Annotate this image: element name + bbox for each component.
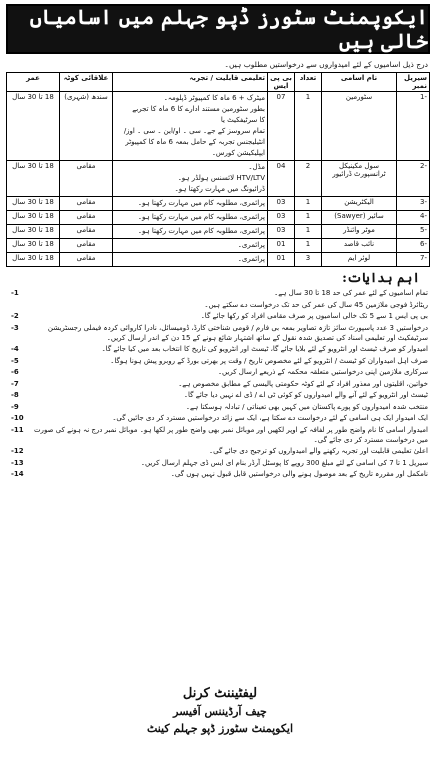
row-qualification <box>113 161 268 197</box>
row-serial: -7 <box>397 253 430 267</box>
qualification-line: HTV/LTV لائسنس ہولڈر ہو۔ <box>177 174 265 182</box>
signatory-rank: لیفٹیننٹ کرنل <box>182 686 258 701</box>
row-age: 18 تا 30 سال <box>7 161 60 197</box>
instruction-text: تمام اسامیوں کے لئے عمر کی حد 18 تا 30 سال ہے۔ <box>274 289 428 297</box>
row-age: 18 تا 30 سال <box>7 253 60 267</box>
qualification-line: ڈرائیونگ میں مہارت رکھتا ہو۔ <box>174 185 265 193</box>
row-domicile: مقامی <box>60 211 113 225</box>
instruction-item <box>8 300 428 310</box>
row-qualification <box>113 225 268 239</box>
instruction-number: -9 <box>11 402 19 411</box>
instruction-number: -12 <box>11 447 24 455</box>
row-post-name: الیکٹریشن <box>322 197 397 211</box>
row-age: 18 تا 30 سال <box>7 225 60 239</box>
row-count: 1 <box>295 92 322 161</box>
row-domicile: مقامی <box>60 239 113 253</box>
instruction-text: صرف اہل امیدواران کو ٹیسٹ / انٹرویو کے لئے مخصوص تاریخ / وقت پر بھرتی بورڈ کے روبرو پیش ہونا ہوگا۔ <box>110 356 428 365</box>
row-qualification <box>113 197 268 211</box>
table-header-row <box>7 73 430 92</box>
instruction-number: -6 <box>11 368 19 376</box>
instruction-item <box>8 379 428 389</box>
row-age: 18 تا 30 سال <box>7 92 60 161</box>
instruction-number: -10 <box>11 414 24 422</box>
row-count: 3 <box>295 253 322 267</box>
signatory-title: چیف آرڈیننس آفیسر <box>173 705 267 718</box>
header-serial: سیریل نمبر <box>397 73 430 92</box>
row-post-name: سائیر (Sawyer) <box>322 211 397 225</box>
row-qualification <box>113 92 268 161</box>
row-count: 1 <box>295 211 322 225</box>
qualification-line: انٹیلیجنس تجربہ کے حامل بمعہ 6 ماہ کا کمپیوٹر <box>125 138 265 146</box>
row-post-name: نائب قاصد <box>322 239 397 253</box>
row-count: 1 <box>295 197 322 211</box>
header-domicile: علاقائی کوٹہ <box>60 73 113 92</box>
row-serial: -4 <box>397 211 430 225</box>
instruction-item <box>8 413 428 423</box>
instruction-number: -2 <box>11 312 19 320</box>
instruction-item <box>8 425 428 445</box>
row-qualification <box>113 211 268 225</box>
intro-text: درج ذیل اسامیوں کے لئے امیدواروں سے درخواستیں مطلوب ہیں۔ <box>224 60 428 69</box>
instruction-item <box>8 390 428 400</box>
instruction-item <box>8 323 428 343</box>
header-count: تعداد <box>295 73 322 92</box>
instruction-text: ریٹائرڈ فوجی ملازمین 45 سال کی عمر کی حد تک درخواست دے سکتے ہیں۔ <box>204 300 428 309</box>
instruction-number: -13 <box>11 458 24 467</box>
instruction-text: ایک امیدوار ایک ہی اسامی کے لئے درخواست دے سکتا ہے، ایک سے زائد درخواستیں مسترد کر دی جائیں گی۔ <box>112 414 428 422</box>
qualification-line: مڈل۔ <box>248 163 265 171</box>
instruction-item <box>8 344 428 354</box>
row-bps: 04 <box>268 161 295 197</box>
row-serial: -5 <box>397 225 430 239</box>
row-count: 2 <box>295 161 322 197</box>
row-bps: 01 <box>268 239 295 253</box>
instruction-text: خواتین، اقلیتوں اور معذور افراد کے لئے کوٹہ حکومتی پالیسی کے مطابق مخصوص ہے۔ <box>178 379 428 388</box>
table-row <box>7 197 430 211</box>
row-count: 1 <box>295 225 322 239</box>
row-bps: 03 <box>268 197 295 211</box>
row-domicile: سندھ (شہری) <box>60 92 113 161</box>
instruction-item <box>8 367 428 377</box>
qualification-line: پرائمری۔ <box>237 255 265 263</box>
row-age: 18 تا 30 سال <box>7 239 60 253</box>
row-serial: -6 <box>397 239 430 253</box>
instruction-number <box>8 300 33 310</box>
row-domicile: مقامی <box>60 253 113 267</box>
row-post-name: لوئر ایم <box>322 253 397 267</box>
instructions-heading: اہم ہدایات: <box>342 271 420 286</box>
header-qualification: تعلیمی قابلیت / تجربہ <box>113 73 268 92</box>
row-domicile: مقامی <box>60 161 113 197</box>
qualification-line: پرائمری، مطلوبہ کام میں مہارت رکھتا ہو۔ <box>137 213 265 221</box>
signature-block <box>120 686 320 735</box>
instruction-number: -14 <box>11 470 24 478</box>
row-post-name: موٹر وائنڈر <box>322 225 397 239</box>
row-age: 18 تا 30 سال <box>7 197 60 211</box>
instruction-number: -5 <box>11 356 19 365</box>
instruction-text: اعلیٰ تعلیمی قابلیت اور تجربہ رکھنے والے امیدواروں کو ترجیح دی جائے گی۔ <box>209 447 428 455</box>
qualification-line: پرائمری۔ <box>237 241 265 249</box>
instructions-list <box>6 288 430 479</box>
row-post-name: سٹورمین <box>322 92 397 161</box>
header-age: عمر <box>7 73 60 92</box>
row-serial: -2 <box>397 161 430 197</box>
row-bps: 03 <box>268 211 295 225</box>
table-row <box>7 161 430 197</box>
instruction-item <box>8 356 428 366</box>
qualification-line: میٹرک + 6 ماہ کا کمپیوٹر ڈپلومہ۔ <box>163 94 265 102</box>
instruction-text: درخواستیں 3 عدد پاسپورٹ سائز تازہ تصاویر بمعہ بی فارم / قومی شناختی کارڈ، ڈومیسائل، نادرا کاروائی کردہ فیملی رجسٹریشن سرٹیفکیٹ اور تعلیمی اسناد کی تصدیق شدہ نقول کے ساتھ اشتہار شائع ہونے کے 15 دن کے اندر ارسال کریں۔ <box>47 323 428 342</box>
table-row <box>7 225 430 239</box>
instruction-text: نامکمل اور مقررہ تاریخ کے بعد موصول ہونے والی درخواستیں قابل قبول نہیں ہوں گی۔ <box>170 470 428 478</box>
qualification-line: بطور سٹورمین مستند ادارے کا 6 ماہ کا تجربے <box>132 105 265 113</box>
qualification-line: پرائمری، مطلوبہ کام میں مہارت رکھتا ہو۔ <box>137 199 265 207</box>
instruction-text: امیدوار اسامی کا نام واضح طور پر لفافہ کے اوپر لکھیں اور موبائل نمبر بھی واضح طور پر لکھا ہو۔ موبائل نمبر درج نہ ہونے کی صورت میں درخواست مسترد کر دی جائے گی۔ <box>33 425 428 444</box>
row-age: 18 تا 30 سال <box>7 211 60 225</box>
instruction-item <box>8 469 428 479</box>
instruction-text: منتخب شدہ امیدواروں کو پورے پاکستان میں کہیں بھی تعیناتی / تبادلہ ہوسکتا ہے۔ <box>185 402 428 411</box>
table-row <box>7 92 430 161</box>
qualification-line: کا سرٹیفکیٹ یا <box>220 116 265 124</box>
vacancies-table <box>6 72 430 267</box>
row-qualification <box>113 253 268 267</box>
instruction-text: سرکاری ملازمین اپنی درخواستیں متعلقہ محکمہ کے ذریعے ارسال کریں۔ <box>217 368 428 376</box>
instruction-number: -8 <box>11 391 19 399</box>
row-domicile: مقامی <box>60 197 113 211</box>
instruction-number: -7 <box>11 379 19 388</box>
qualification-line: ایپلیکیشن کورس۔ <box>211 149 265 157</box>
header-post-name: نام اسامی <box>322 73 397 92</box>
instruction-item <box>8 311 428 321</box>
instruction-item <box>8 288 428 298</box>
row-post-name: سول مکینیکل ٹرانسپورٹ ڈرائیور <box>322 161 397 197</box>
instruction-text: امیدوار کو صرف ٹیسٹ اور انٹرویو کے لئے بلایا جائے گا، ٹیسٹ اور انٹرویو کی تاریخ کا انتخاب بعد میں کیا جائے گا۔ <box>101 345 428 353</box>
qualification-line: تمام سروسز کے جے۔ سی ۔ او/این ۔ سی ۔ اوز/ <box>123 127 265 135</box>
signatory-unit: ایکوپمنٹ سٹورز ڈپو جہلم کینٹ <box>146 722 294 735</box>
table-row <box>7 211 430 225</box>
row-serial: -3 <box>397 197 430 211</box>
row-qualification <box>113 239 268 253</box>
row-serial: -1 <box>397 92 430 161</box>
instruction-number: -3 <box>11 323 19 332</box>
page-title: ایکوپمنٹ سٹورز ڈپو جہلم میں اسامیاں خالی ہیں <box>6 4 430 54</box>
instruction-item <box>8 402 428 412</box>
instruction-number: -11 <box>11 425 24 434</box>
instruction-item <box>8 458 428 468</box>
header-bps: بی پی ایس <box>268 73 295 92</box>
instruction-number: -1 <box>11 289 19 297</box>
instruction-text: بی پی ایس 1 سے 5 تک خالی اسامیوں پر صرف مقامی افراد کو رکھا جائے گا۔ <box>200 312 428 320</box>
table-row <box>7 253 430 267</box>
table-row <box>7 239 430 253</box>
row-bps: 03 <box>268 225 295 239</box>
row-count: 1 <box>295 239 322 253</box>
instruction-text: سیریل 1 تا 7 کی اسامی کے لئے مبلغ 300 روپے کا پوسٹل آرڈر بنام ای ایس ڈی جہلم ارسال کریں۔ <box>140 458 428 467</box>
row-bps: 01 <box>268 253 295 267</box>
row-bps: 07 <box>268 92 295 161</box>
instruction-text: ٹیسٹ اور انٹرویو کے لئے آنے والے امیدواروں کو کوئی ٹی اے / ڈی اے نہیں دیا جائے گا۔ <box>183 391 428 399</box>
instruction-number: -4 <box>11 345 19 353</box>
qualification-line: پرائمری، مطلوبہ کام میں مہارت رکھتا ہو۔ <box>137 227 265 235</box>
row-domicile: مقامی <box>60 225 113 239</box>
instruction-item <box>8 446 428 456</box>
